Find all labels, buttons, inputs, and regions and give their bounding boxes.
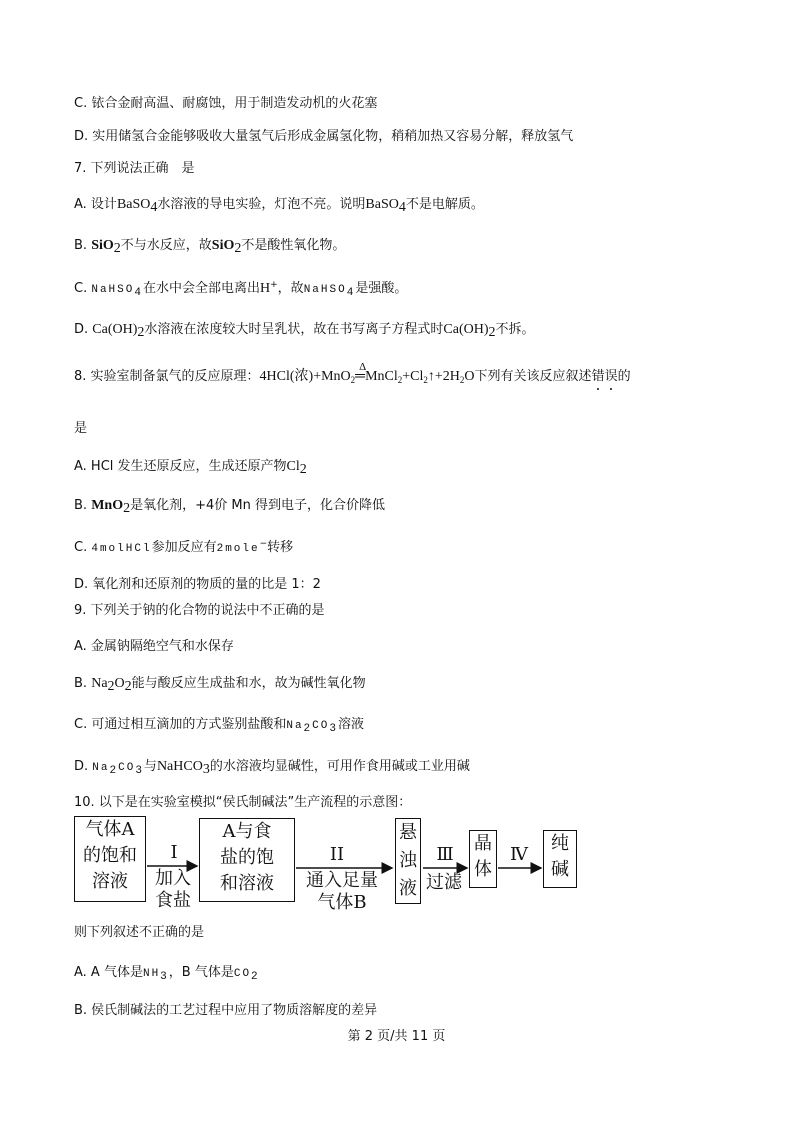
- q8-option-a: A. HCl 发生还原反应，生成还原产物$Cl_2$: [74, 459, 307, 477]
- q8-stem: 8. 实验室制备氯气的反应原理：4HCl(浓)+MnO$_2$ Δ $═MnCl_2+Cl_2↑+2H_2O$下列有关该反应叙述错误的: [74, 361, 631, 385]
- q10-stem: 10. 以下是在实验室模拟“侯氏制碱法”生产流程的示意图：: [74, 795, 412, 810]
- q6-option-d: D. 实用储氢合金能够吸收大量氢气后形成金属氢化物，稍稍加热又容易分解，释放氢气: [74, 129, 574, 144]
- q8-option-c: C. 4molHCl参加反应有2mole−转移: [74, 539, 294, 555]
- flow-step-2-label: 通入足量 气体B: [306, 870, 378, 913]
- emphasis-wu: 误: [604, 369, 618, 384]
- q7-option-b: B. SiO$_2$不与水反应，故SiO$_2$不是酸性氧化物。: [74, 238, 346, 256]
- q6-option-c: C. 铱合金耐高温、耐腐蚀，用于制造发动机的火花塞: [74, 96, 378, 111]
- flow-step-4-number: Ⅳ: [510, 844, 528, 865]
- flow-box-soda: 纯 碱: [543, 830, 577, 888]
- q10-option-b: B. 侯氏制碱法的工艺过程中应用了物质溶解度的差异: [74, 1003, 378, 1018]
- flow-box-a-salt-solution: A与食 盐的饱 和溶液: [199, 818, 295, 902]
- flow-step-2-number: II: [329, 844, 345, 865]
- q8-option-d: D. 氧化剂和还原剂的物质的量的比是 1：2: [74, 577, 321, 592]
- q10-after: 则下列叙述不正确的是: [74, 925, 205, 940]
- flow-box-crystal: 晶 体: [469, 830, 497, 888]
- q8-equation: 4HCl(浓)+MnO$_2$ Δ $═MnCl_2+Cl_2↑+2H_2O$: [259, 361, 475, 385]
- q7-option-a: A. 设计BaSO$_4$水溶液的导电实验，灯泡不亮。说明BaSO$_4$不是电解质。: [74, 197, 484, 215]
- flow-step-1-label: 加入 食盐: [155, 868, 191, 911]
- flow-step-1-number: I: [170, 842, 178, 863]
- q9-option-d: D. $Na_2CO_3$与NaHCO$_3$的水溶液均显碱性，可用作食用碱或工业用碱: [74, 759, 470, 777]
- q9-option-a: A. 金属钠隔绝空气和水保存: [74, 639, 234, 654]
- q9-option-c: C. 可通过相互滴加的方式鉴别盐酸和$Na_2CO_3$溶液: [74, 717, 364, 735]
- q10-option-a: A. A 气体是$NH_3$，B 气体是$CO_2$: [74, 965, 260, 983]
- flow-step-3-number: Ⅲ: [436, 844, 454, 865]
- flow-box-suspension: 悬 浊 液: [395, 818, 421, 904]
- q7-option-c: C. NaHSO$_4$在水中会全部电离出H+，故NaHSO$_4$是强酸。: [74, 280, 408, 299]
- q9-stem: 9. 下列关于钠的化合物的说法中不正确的是: [74, 603, 325, 618]
- flow-step-3-label: 过滤: [426, 872, 462, 893]
- q9-option-b: B. $Na_2O_2$能与酸反应生成盐和水，故为碱性氧化物: [74, 676, 366, 694]
- q8-stem-cont: 是: [74, 421, 88, 436]
- flow-arrows: [74, 816, 584, 906]
- flow-box-gas-a-solution: 气体A 的饱和 溶液: [74, 816, 146, 902]
- q7-stem: 7. 下列说法正确 是: [74, 161, 195, 176]
- page-footer: 第 2 页/共 11 页: [347, 1029, 446, 1044]
- q7-option-d: D. $Ca(OH)_2$水溶液在浓度较大时呈乳状，故在书写离子方程式时$Ca(OH)_2$不拆。: [74, 322, 535, 340]
- q8-option-b: B. MnO$_2$是氧化剂，+4价 Mn 得到电子，化合价降低: [74, 498, 385, 516]
- emphasis-cuo: 错: [591, 369, 605, 384]
